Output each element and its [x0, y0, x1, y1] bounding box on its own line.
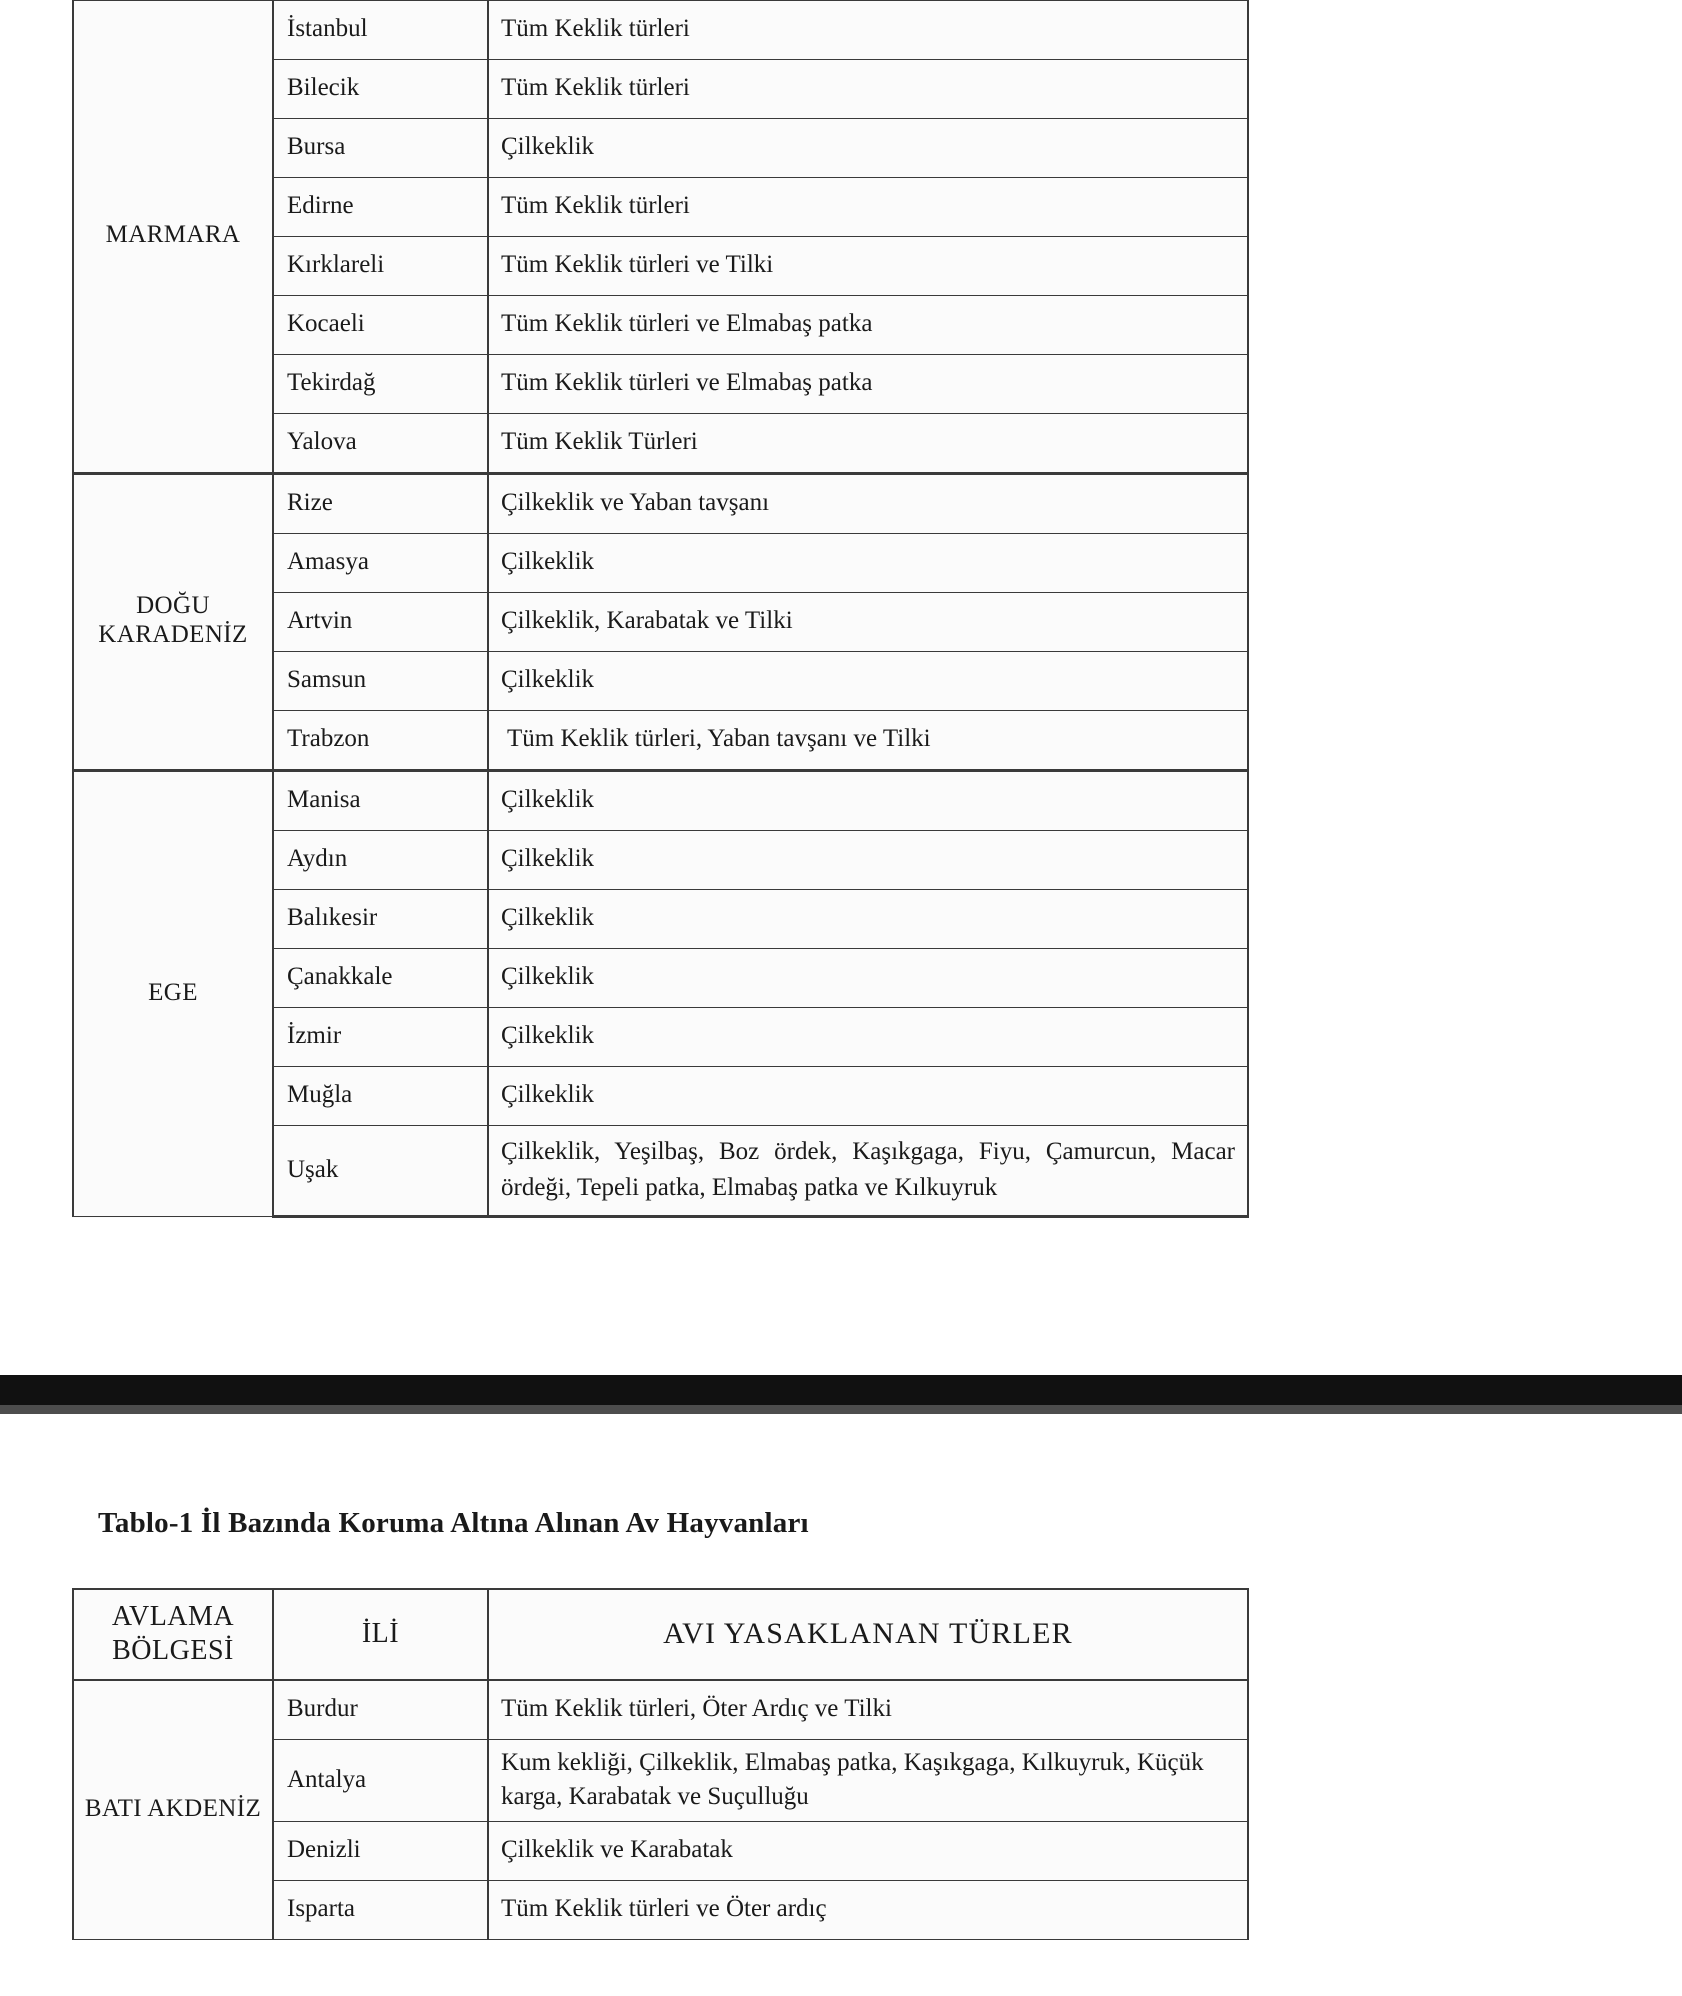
city-name: Manisa	[273, 771, 488, 831]
table-row	[73, 1, 1248, 60]
city-name: Bursa	[273, 119, 488, 178]
city-name: Edirne	[273, 178, 488, 237]
city-name: Rize	[273, 474, 488, 534]
city-name: Yalova	[273, 414, 488, 474]
column-header-region: AVLAMA BÖLGESİ	[73, 1589, 273, 1680]
region-label-ege: EGE	[73, 771, 273, 1217]
city-name: Kırklareli	[273, 237, 488, 296]
species-list: Çilkeklik	[488, 652, 1248, 711]
city-name: Aydın	[273, 831, 488, 890]
region-label-marmara: MARMARA	[73, 1, 273, 474]
column-header-species: AVI YASAKLANAN TÜRLER	[488, 1589, 1248, 1680]
city-name: Denizli	[273, 1822, 488, 1881]
table-row	[73, 1680, 1248, 1740]
city-name: Muğla	[273, 1067, 488, 1126]
city-name: Bilecik	[273, 60, 488, 119]
species-list: Tüm Keklik türleri	[488, 60, 1248, 119]
species-list: Tüm Keklik türleri ve Elmabaş patka	[488, 296, 1248, 355]
city-name: Burdur	[273, 1680, 488, 1740]
species-list: Çilkeklik	[488, 771, 1248, 831]
city-name: Antalya	[273, 1740, 488, 1822]
region-label-dogu-karadeniz: DOĞU KARADENİZ	[73, 474, 273, 771]
city-name: Kocaeli	[273, 296, 488, 355]
species-list: Tüm Keklik türleri	[488, 1, 1248, 60]
table-caption: Tablo-1 İl Bazında Koruma Altına Alınan Av Hayvanları	[98, 1507, 809, 1539]
species-list: Tüm Keklik türleri ve Öter ardıç	[488, 1881, 1248, 1940]
city-name: Samsun	[273, 652, 488, 711]
table-header-row	[73, 1589, 1248, 1680]
species-list: Çilkeklik	[488, 119, 1248, 178]
protected-game-animals-table	[72, 1588, 1249, 1940]
column-header-city: İLİ	[273, 1589, 488, 1680]
species-list: Çilkeklik, Yeşilbaş, Boz ördek, Kaşıkgaga, Fiyu, Çamurcun, Macar ördeği, Tepeli patka, Elmabaş patka ve Kılkuyruk	[488, 1126, 1248, 1217]
city-name: Artvin	[273, 593, 488, 652]
species-list: Tüm Keklik türleri, Öter Ardıç ve Tilki	[488, 1680, 1248, 1740]
region-label-bati-akdeniz: BATI AKDENİZ	[73, 1680, 273, 1940]
species-list: Çilkeklik ve Yaban tavşanı	[488, 474, 1248, 534]
species-list: Çilkeklik	[488, 890, 1248, 949]
species-list: Çilkeklik	[488, 1067, 1248, 1126]
table-row	[73, 474, 1248, 534]
species-list: Tüm Keklik türleri, Yaban tavşanı ve Tilki	[488, 711, 1248, 771]
city-name: İstanbul	[273, 1, 488, 60]
protected-game-animals-table-continued	[72, 0, 1249, 1218]
table-row	[73, 771, 1248, 831]
species-list: Kum kekliği, Çilkeklik, Elmabaş patka, Kaşıkgaga, Kılkuyruk, Küçük karga, Karabatak ve Suçulluğu	[488, 1740, 1248, 1822]
city-name: İzmir	[273, 1008, 488, 1067]
city-name: Amasya	[273, 534, 488, 593]
species-list: Tüm Keklik türleri	[488, 178, 1248, 237]
city-name: Çanakkale	[273, 949, 488, 1008]
city-name: Uşak	[273, 1126, 488, 1217]
table-bottom-container	[72, 1588, 1247, 1940]
table-top-container	[72, 0, 1247, 1218]
city-name: Tekirdağ	[273, 355, 488, 414]
city-name: Isparta	[273, 1881, 488, 1940]
species-list: Çilkeklik	[488, 534, 1248, 593]
city-name: Balıkesir	[273, 890, 488, 949]
species-list: Çilkeklik	[488, 1008, 1248, 1067]
city-name: Trabzon	[273, 711, 488, 771]
species-list: Çilkeklik	[488, 831, 1248, 890]
page-break-divider-shadow	[0, 1405, 1682, 1414]
page-break-divider	[0, 1375, 1682, 1405]
species-list: Çilkeklik	[488, 949, 1248, 1008]
species-list: Tüm Keklik Türleri	[488, 414, 1248, 474]
species-list: Tüm Keklik türleri ve Tilki	[488, 237, 1248, 296]
species-list: Çilkeklik ve Karabatak	[488, 1822, 1248, 1881]
species-list: Çilkeklik, Karabatak ve Tilki	[488, 593, 1248, 652]
species-list: Tüm Keklik türleri ve Elmabaş patka	[488, 355, 1248, 414]
